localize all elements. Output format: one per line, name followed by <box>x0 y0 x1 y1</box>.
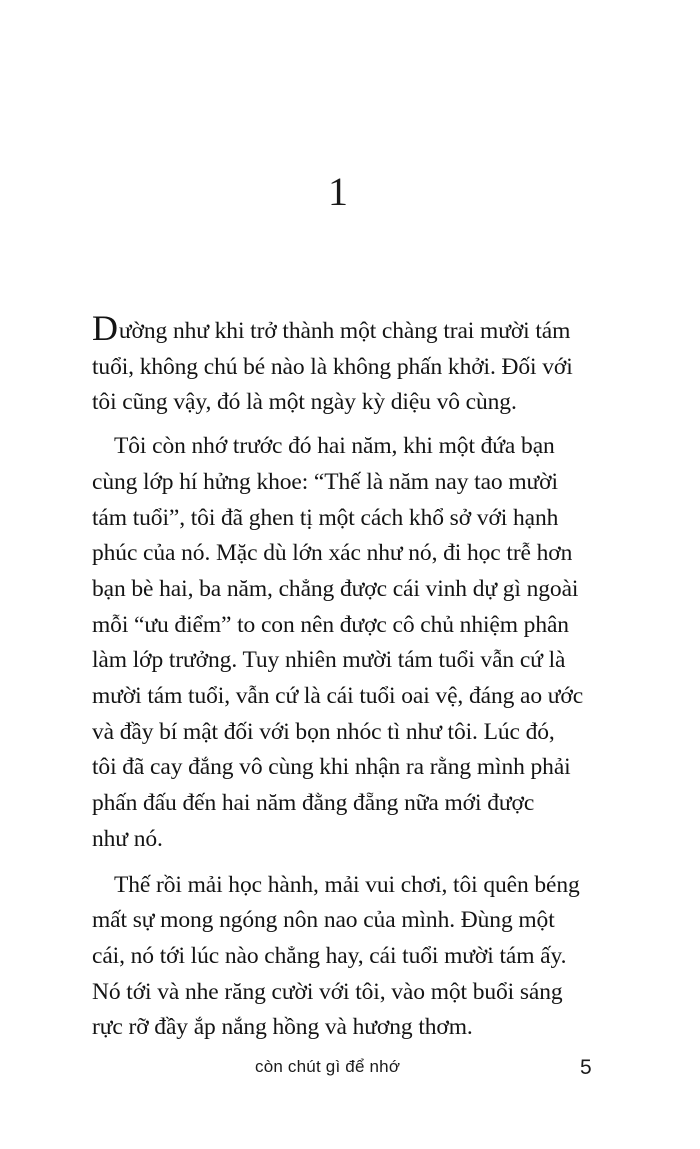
chapter-number: 1 <box>328 169 348 214</box>
paragraph-line: cái, nó tới lúc nào chẳng hay, cái tuổi mười tám ấy. <box>92 942 567 969</box>
paragraph-line: tám tuổi”, tôi đã ghen tị một cách khổ sở với hạnh <box>92 504 559 531</box>
paragraph-2 <box>92 429 612 857</box>
page-number: 5 <box>580 1056 592 1079</box>
paragraph-line: như nó. <box>92 825 163 852</box>
chapter-body <box>92 308 612 1046</box>
paragraph-line: mười tám tuổi, vẫn cứ là cái tuổi oai vệ, đáng ao ước <box>92 683 584 710</box>
paragraph-line: và đầy bí mật đối với bọn nhóc tì như tôi. Lúc đó, <box>92 718 555 745</box>
paragraph-3 <box>92 868 612 1047</box>
paragraph-line: làm lớp trưởng. Tuy nhiên mười tám tuổi vẫn cứ là <box>92 647 566 674</box>
running-footer-book-title: còn chút gì để nhớ <box>255 1057 401 1076</box>
paragraph-line: tuổi, không chú bé nào là không phấn khởi. Đối với <box>92 353 573 380</box>
paragraph-line: bạn bè hai, ba năm, chẳng được cái vinh dự gì ngoài <box>92 575 579 602</box>
paragraph-line: mỗi “ưu điểm” to con nên được cô chủ nhiệm phân <box>92 611 569 638</box>
paragraph-line: rực rỡ đầy ắp nắng hồng và hương thơm. <box>92 1014 473 1041</box>
paragraph-line: cùng lớp hí hửng khoe: “Thế là năm nay tao mười <box>92 468 558 495</box>
paragraph-line: phấn đấu đến hai năm đằng đẵng nữa mới được <box>92 790 535 817</box>
paragraph-line: tôi đã cay đắng vô cùng khi nhận ra rằng mình phải <box>92 754 571 781</box>
drop-cap-letter: D <box>92 308 118 348</box>
paragraph-line: phúc của nó. Mặc dù lớn xác như nó, đi học trễ hơn <box>92 540 573 567</box>
paragraph-line: Nó tới và nhe răng cười với tôi, vào một buổi sáng <box>92 978 563 1005</box>
paragraph-line: tôi cũng vậy, đó là một ngày kỳ diệu vô cùng. <box>92 389 517 416</box>
paragraph-line: mất sự mong ngóng nôn nao của mình. Đùng một <box>92 907 555 934</box>
paragraph-line: Tôi còn nhớ trước đó hai năm, khi một đứa bạn <box>114 433 555 460</box>
paragraph-line: Dường như khi trở thành một chàng trai mười tám <box>92 308 571 348</box>
paragraph-1 <box>92 308 612 421</box>
paragraph-line: Thế rồi mải học hành, mải vui chơi, tôi quên béng <box>114 871 580 898</box>
